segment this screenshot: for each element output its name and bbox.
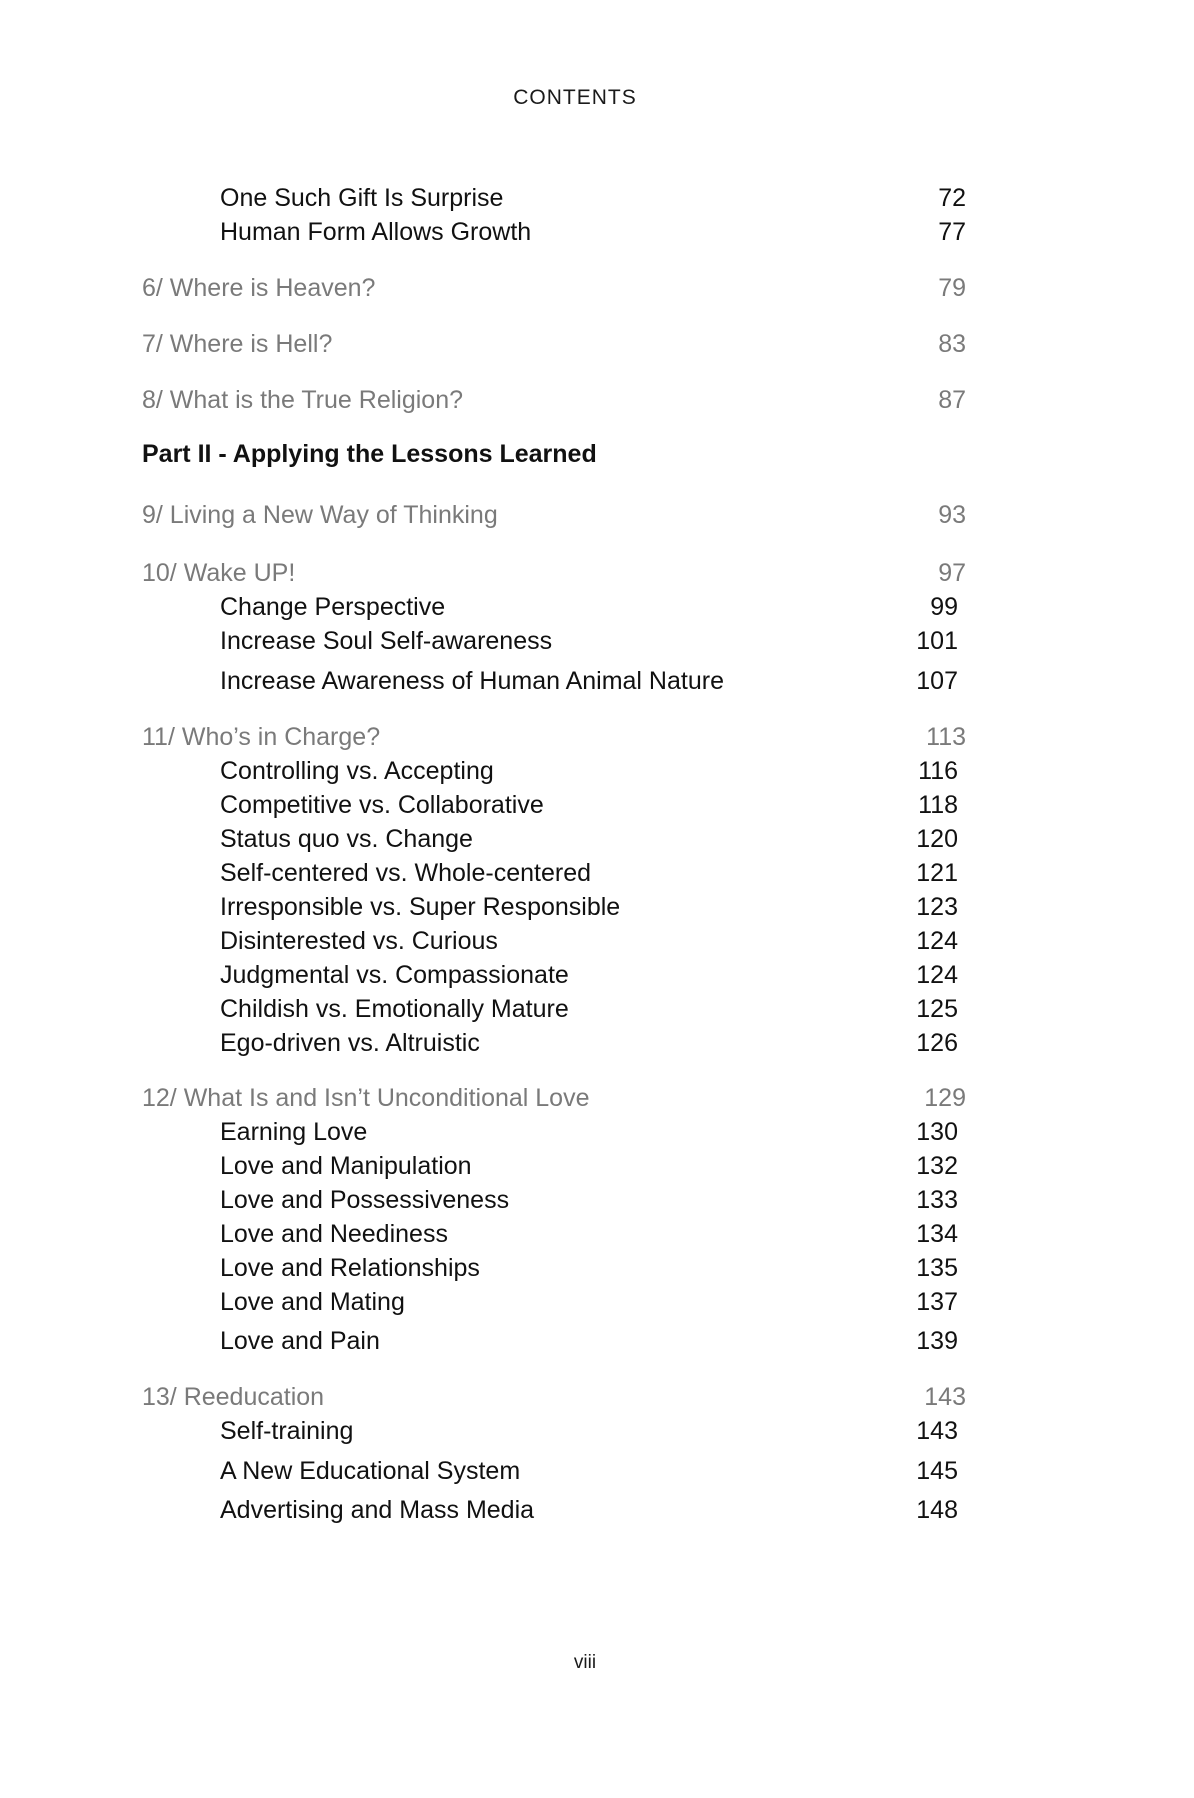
entry-page-number: 137 <box>916 1288 958 1316</box>
toc-chapter-row <box>0 327 1194 361</box>
entry-title: Love and Relationships <box>220 1254 480 1282</box>
entry-page-number: 145 <box>916 1457 958 1485</box>
entry-title: Self-centered vs. Whole-centered <box>220 859 592 887</box>
entry-page-number: 125 <box>916 995 958 1023</box>
toc-section-row <box>0 1217 1194 1251</box>
entry-page-number: 97 <box>938 559 966 587</box>
entry-title: Love and Mating <box>220 1288 405 1316</box>
running-head: CONTENTS <box>513 86 637 109</box>
entry-page-number: 77 <box>938 218 966 246</box>
toc-section-row <box>0 1183 1194 1217</box>
entry-title: Human Form Allows Growth <box>220 218 532 246</box>
entry-page-number: 72 <box>938 184 966 212</box>
entry-page-number: 129 <box>924 1084 966 1112</box>
entry-title: Advertising and Mass Media <box>220 1496 535 1524</box>
entry-title: 9/ Living a New Way of Thinking <box>142 501 498 529</box>
entry-page-number: 134 <box>916 1220 958 1248</box>
toc-section-row <box>0 1324 1194 1358</box>
entry-title: Disinterested vs. Curious <box>220 927 498 955</box>
toc-section-row <box>0 1026 1194 1060</box>
toc-chapter-row <box>0 556 1194 590</box>
toc-section-row <box>0 754 1194 788</box>
toc-section-row <box>0 590 1194 624</box>
toc-section-row <box>0 992 1194 1026</box>
entry-page-number: 83 <box>938 330 966 358</box>
entry-title: Increase Awareness of Human Animal Nature <box>220 667 724 695</box>
entry-title: Love and Manipulation <box>220 1152 472 1180</box>
toc-section-row <box>0 624 1194 658</box>
entry-page-number: 123 <box>916 893 958 921</box>
entry-title: Increase Soul Self-awareness <box>220 627 553 655</box>
entry-page-number: 107 <box>916 667 958 695</box>
toc-chapter-row <box>0 1081 1194 1115</box>
entry-page-number: 135 <box>916 1254 958 1282</box>
toc-section-row <box>0 1493 1194 1527</box>
entry-title: A New Educational System <box>220 1457 521 1485</box>
entry-page-number: 101 <box>916 627 958 655</box>
entry-page-number: 121 <box>916 859 958 887</box>
entry-page-number: 118 <box>918 791 958 819</box>
entry-title: One Such Gift Is Surprise <box>220 184 504 212</box>
entry-page-number: 132 <box>916 1152 958 1180</box>
entry-title: 12/ What Is and Isn’t Unconditional Love <box>142 1084 590 1112</box>
entry-page-number: 79 <box>938 274 966 302</box>
toc-section-row <box>0 1454 1194 1488</box>
toc-section-row <box>0 215 1194 249</box>
entry-page-number: 133 <box>916 1186 958 1214</box>
toc-section-row <box>0 1149 1194 1183</box>
entry-page-number: 116 <box>918 757 958 785</box>
entry-title: 13/ Reeducation <box>142 1383 325 1411</box>
toc-section-row <box>0 958 1194 992</box>
entry-title: Love and Pain <box>220 1327 380 1355</box>
toc-section-row <box>0 924 1194 958</box>
entry-title: Self-training <box>220 1417 354 1445</box>
entry-page-number: 113 <box>926 723 966 751</box>
toc-section-row <box>0 1115 1194 1149</box>
toc-section-row <box>0 1285 1194 1319</box>
toc-section-row <box>0 788 1194 822</box>
entry-title: Childish vs. Emotionally Mature <box>220 995 569 1023</box>
entry-title: 8/ What is the True Religion? <box>142 386 463 414</box>
entry-page-number: 93 <box>938 501 966 529</box>
toc-section-row <box>0 822 1194 856</box>
toc-section-row <box>0 890 1194 924</box>
entry-title: Controlling vs. Accepting <box>220 757 494 785</box>
entry-title: Change Perspective <box>220 593 446 621</box>
entry-page-number: 130 <box>916 1118 958 1146</box>
entry-title: 6/ Where is Heaven? <box>142 274 376 302</box>
entry-title: Judgmental vs. Compassionate <box>220 961 569 989</box>
entry-title: Status quo vs. Change <box>220 825 473 853</box>
entry-title: Ego-driven vs. Altruistic <box>220 1029 480 1057</box>
entry-page-number: 120 <box>916 825 958 853</box>
entry-page-number: 143 <box>924 1383 966 1411</box>
entry-page-number: 126 <box>916 1029 958 1057</box>
toc-chapter-row <box>0 1380 1194 1414</box>
part-heading <box>0 437 1194 471</box>
part-title: Part II - Applying the Lessons Learned <box>142 440 597 468</box>
toc-chapter-row <box>0 498 1194 532</box>
toc-section-row <box>0 856 1194 890</box>
entry-page-number: 99 <box>930 593 958 621</box>
toc-section-row <box>0 664 1194 698</box>
toc-chapter-row <box>0 720 1194 754</box>
entry-title: 7/ Where is Hell? <box>142 330 333 358</box>
entry-title: Competitive vs. Collaborative <box>220 791 544 819</box>
entry-page-number: 148 <box>916 1496 958 1524</box>
entry-title: 10/ Wake UP! <box>142 559 296 587</box>
toc-section-row <box>0 181 1194 215</box>
entry-page-number: 124 <box>916 927 958 955</box>
entry-page-number: 124 <box>916 961 958 989</box>
entry-page-number: 143 <box>916 1417 958 1445</box>
toc-section-row <box>0 1414 1194 1448</box>
entry-title: 11/ Who’s in Charge? <box>142 723 381 751</box>
entry-title: Love and Neediness <box>220 1220 448 1248</box>
entry-page-number: 87 <box>938 386 966 414</box>
toc-chapter-row <box>0 271 1194 305</box>
toc-section-row <box>0 1251 1194 1285</box>
page-number: viii <box>573 1652 597 1673</box>
entry-page-number: 139 <box>916 1327 958 1355</box>
toc-chapter-row <box>0 383 1194 417</box>
entry-title: Love and Possessiveness <box>220 1186 510 1214</box>
entry-title: Irresponsible vs. Super Responsible <box>220 893 621 921</box>
entry-title: Earning Love <box>220 1118 368 1146</box>
